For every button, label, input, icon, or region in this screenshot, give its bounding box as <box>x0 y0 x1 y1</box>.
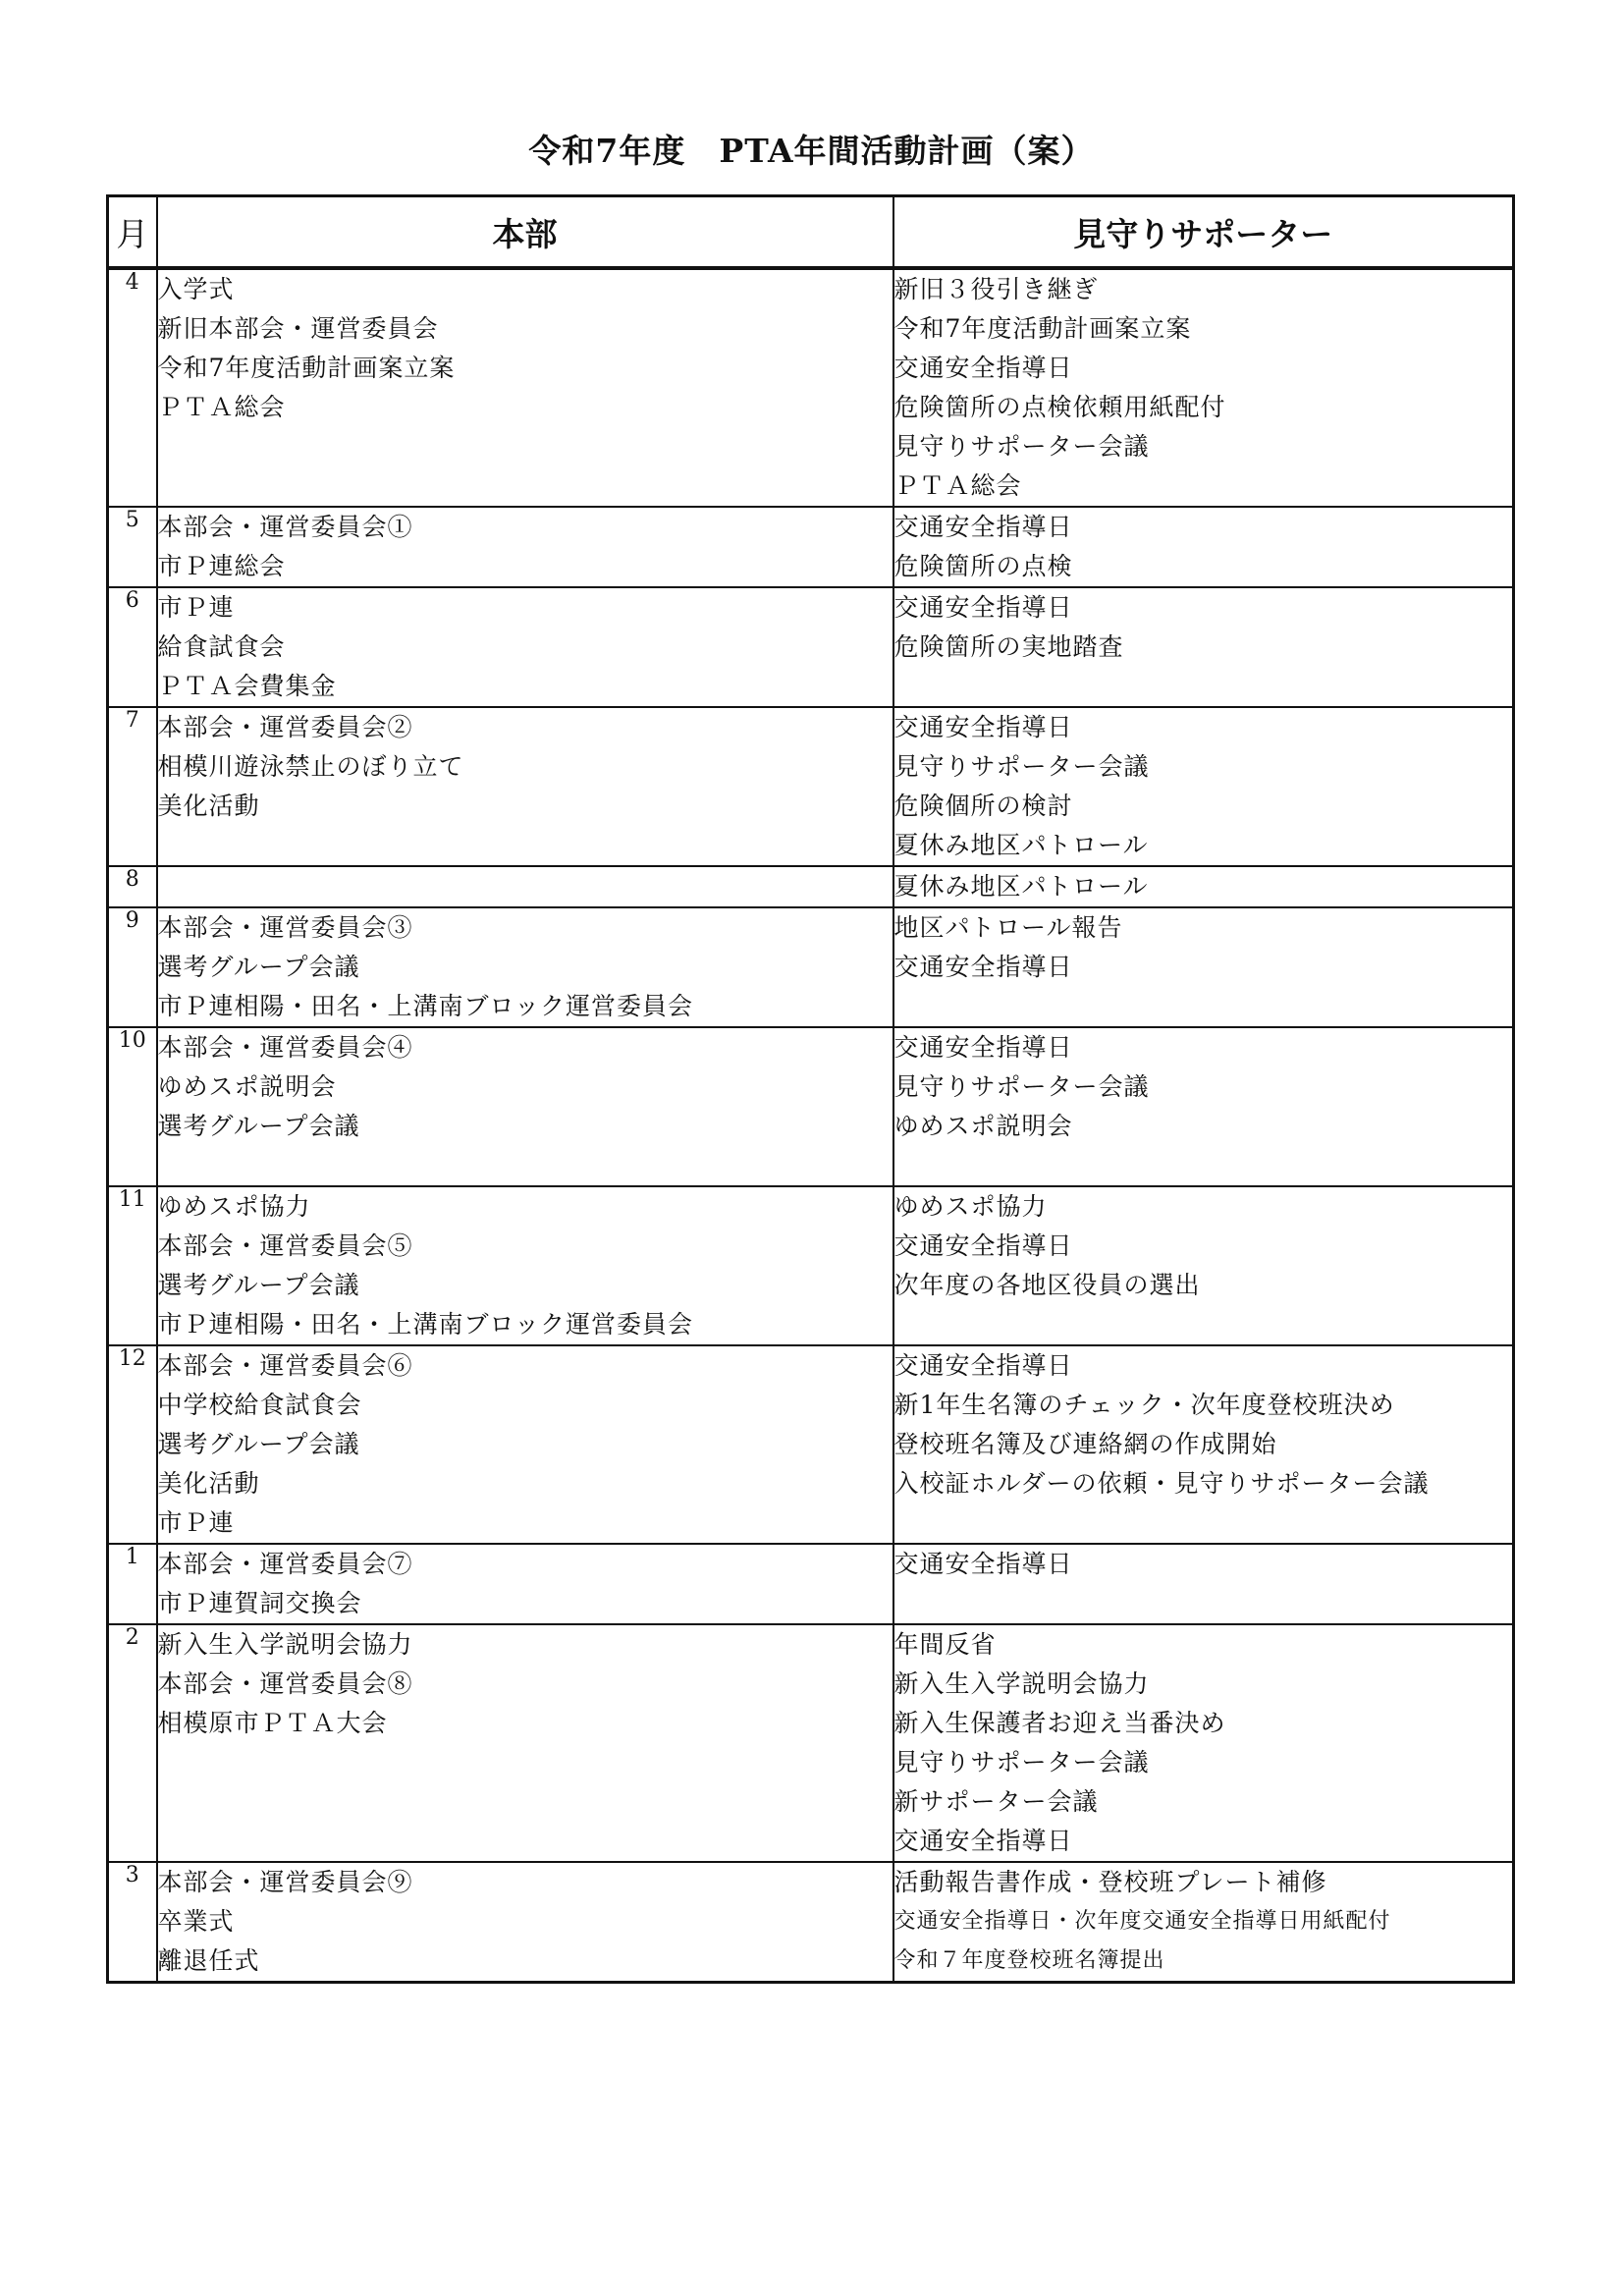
hq-column-header: 本部 <box>157 196 893 269</box>
hq-item: 選考グループ会議 <box>157 1271 360 1299</box>
supporter-item: 交通安全指導日 <box>893 713 1073 741</box>
hq-cell <box>157 1027 893 1186</box>
hq-cell <box>157 507 893 587</box>
supporter-item: ゆめスポ説明会 <box>893 1112 1073 1140</box>
supporter-cell <box>893 1345 1514 1544</box>
table-row <box>108 268 1514 507</box>
hq-item: 選考グループ会議 <box>157 1112 360 1140</box>
hq-item: 新入生入学説明会協力 <box>157 1630 413 1659</box>
hq-cell <box>157 587 893 707</box>
hq-item: 市Ｐ連 <box>157 593 235 622</box>
hq-cell <box>157 1345 893 1544</box>
supporter-cell <box>893 866 1514 907</box>
supporter-item: 危険箇所の点検 <box>893 552 1073 580</box>
supporter-cell <box>893 1624 1514 1862</box>
supporter-item: 次年度の各地区役員の選出 <box>893 1271 1201 1299</box>
supporter-item: 入校証ホルダーの依頼・見守りサポーター会議 <box>893 1469 1430 1498</box>
supporter-item: 令和７年度登校班名簿提出 <box>893 1948 1165 1973</box>
supporter-item: 見守りサポーター会議 <box>893 432 1150 461</box>
hq-item: 市Ｐ連相陽・田名・上溝南ブロック運営委員会 <box>157 992 694 1020</box>
hq-item: 相模原市ＰＴＡ大会 <box>157 1709 388 1737</box>
supporter-item: 交通安全指導日 <box>893 1231 1073 1260</box>
supporter-item: 危険個所の検討 <box>893 792 1073 820</box>
blank-line <box>158 1822 893 1861</box>
hq-item: 美化活動 <box>157 1469 260 1498</box>
hq-item: ゆめスポ説明会 <box>157 1072 337 1101</box>
hq-cell <box>157 1624 893 1862</box>
plan-body <box>108 268 1514 1983</box>
blank-line <box>158 427 893 466</box>
supporter-cell <box>893 907 1514 1027</box>
hq-item: 本部会・運営委員会⑨ <box>157 1868 413 1896</box>
supporter-item: 交通安全指導日 <box>893 1550 1073 1578</box>
hq-item: 相模川遊泳禁止のぼり立て <box>157 752 464 781</box>
supporter-item: 危険箇所の実地踏査 <box>893 632 1124 661</box>
table-row <box>108 1544 1514 1624</box>
supporter-item: 交通安全指導日 <box>893 1033 1073 1062</box>
month-cell: 12 <box>108 1345 157 1544</box>
month-column-header: 月 <box>108 196 157 269</box>
blank-line <box>894 1584 1513 1623</box>
supporter-cell <box>893 507 1514 587</box>
blank-line <box>894 1146 1513 1185</box>
month-cell: 11 <box>108 1186 157 1345</box>
supporter-cell <box>893 587 1514 707</box>
table-row <box>108 1862 1514 1983</box>
blank-line <box>894 987 1513 1026</box>
blank-line <box>894 1305 1513 1344</box>
table-row <box>108 707 1514 866</box>
month-cell: 7 <box>108 707 157 866</box>
blank-line <box>158 1146 893 1185</box>
supporter-item: 交通安全指導日 <box>893 1351 1073 1380</box>
supporter-item: 新サポーター会議 <box>893 1787 1099 1816</box>
hq-cell <box>157 866 893 907</box>
supporter-cell <box>893 707 1514 866</box>
month-cell: 10 <box>108 1027 157 1186</box>
hq-item: 選考グループ会議 <box>157 1430 360 1458</box>
hq-item: 中学校給食試食会 <box>157 1391 362 1419</box>
supporter-item: 交通安全指導日 <box>893 354 1073 382</box>
month-cell: 8 <box>108 866 157 907</box>
table-row <box>108 907 1514 1027</box>
hq-item: 給食試食会 <box>157 632 286 661</box>
table-row <box>108 1624 1514 1862</box>
hq-item: 市Ｐ連総会 <box>157 552 286 580</box>
supporter-item: 危険箇所の点検依頼用紙配付 <box>893 393 1226 421</box>
hq-item: 本部会・運営委員会⑧ <box>157 1669 413 1698</box>
supporter-item: ＰＴＡ総会 <box>893 471 1022 500</box>
supporter-cell <box>893 1186 1514 1345</box>
supporter-column-header: 見守りサポーター <box>893 196 1514 269</box>
blank-line <box>894 667 1513 706</box>
supporter-item: 交通安全指導日 <box>893 1827 1073 1855</box>
supporter-cell <box>893 268 1514 507</box>
hq-item: 本部会・運営委員会⑥ <box>157 1351 413 1380</box>
activity-plan-table <box>106 194 1515 1984</box>
blank-line <box>894 1503 1513 1543</box>
blank-line <box>158 1743 893 1782</box>
supporter-item: 新入生保護者お迎え当番決め <box>893 1709 1226 1737</box>
hq-item: 本部会・運営委員会⑤ <box>157 1231 413 1260</box>
month-cell: 6 <box>108 587 157 707</box>
page-title: 令和7年度 PTA年間活動計画（案） <box>528 132 1095 170</box>
hq-cell <box>157 707 893 866</box>
hq-cell <box>157 1862 893 1983</box>
blank-line <box>158 466 893 506</box>
blank-line <box>158 826 893 865</box>
table-row <box>108 587 1514 707</box>
supporter-item: 新入生入学説明会協力 <box>893 1669 1150 1698</box>
supporter-item: 新旧３役引き継ぎ <box>893 275 1099 303</box>
supporter-item: ゆめスポ協力 <box>893 1192 1048 1221</box>
table-row <box>108 1345 1514 1544</box>
supporter-item: 見守りサポーター会議 <box>893 1748 1150 1777</box>
hq-item: 新旧本部会・運営委員会 <box>157 314 439 343</box>
month-cell: 3 <box>108 1862 157 1983</box>
table-row <box>108 1186 1514 1345</box>
hq-item: 本部会・運営委員会① <box>157 513 413 541</box>
hq-item: 離退任式 <box>157 1946 260 1975</box>
hq-cell <box>157 907 893 1027</box>
hq-item: 卒業式 <box>157 1907 235 1936</box>
hq-item: ＰＴＡ会費集金 <box>157 672 337 700</box>
hq-item: ゆめスポ協力 <box>157 1192 311 1221</box>
hq-cell <box>157 1544 893 1624</box>
hq-cell <box>157 1186 893 1345</box>
supporter-cell <box>893 1027 1514 1186</box>
supporter-item: 交通安全指導日・次年度交通安全指導日用紙配付 <box>893 1909 1391 1934</box>
hq-item: 選考グループ会議 <box>157 953 360 981</box>
blank-line <box>158 1782 893 1822</box>
supporter-cell <box>893 1544 1514 1624</box>
blank-line <box>158 867 893 906</box>
supporter-item: 夏休み地区パトロール <box>893 872 1149 901</box>
hq-item: 美化活動 <box>157 792 260 820</box>
supporter-item: 交通安全指導日 <box>893 513 1073 541</box>
supporter-item: 地区パトロール報告 <box>893 913 1123 942</box>
hq-item: 市Ｐ連 <box>157 1508 235 1537</box>
month-cell: 4 <box>108 268 157 507</box>
hq-item: 市Ｐ連賀詞交換会 <box>157 1589 362 1617</box>
supporter-cell <box>893 1862 1514 1983</box>
month-cell: 5 <box>108 507 157 587</box>
hq-item: 本部会・運営委員会③ <box>157 913 413 942</box>
supporter-item: 年間反省 <box>893 1630 997 1659</box>
supporter-item: 見守りサポーター会議 <box>893 1072 1150 1101</box>
hq-cell <box>157 268 893 507</box>
hq-item: 本部会・運営委員会⑦ <box>157 1550 413 1578</box>
hq-item: 入学式 <box>157 275 235 303</box>
hq-item: ＰＴＡ総会 <box>157 393 286 421</box>
supporter-item: 新1年生名簿のチェック・次年度登校班決め <box>893 1391 1395 1419</box>
supporter-item: 交通安全指導日 <box>893 953 1073 981</box>
month-cell: 1 <box>108 1544 157 1624</box>
hq-item: 令和7年度活動計画案立案 <box>157 354 456 382</box>
month-cell: 9 <box>108 907 157 1027</box>
supporter-item: 令和7年度活動計画案立案 <box>893 314 1192 343</box>
supporter-item: 夏休み地区パトロール <box>893 831 1149 859</box>
supporter-item: 登校班名簿及び連絡網の作成開始 <box>893 1430 1277 1458</box>
hq-item: 本部会・運営委員会④ <box>157 1033 413 1062</box>
supporter-item: 見守りサポーター会議 <box>893 752 1150 781</box>
table-row <box>108 507 1514 587</box>
hq-item: 本部会・運営委員会② <box>157 713 413 741</box>
supporter-item: 活動報告書作成・登校班プレート補修 <box>893 1868 1327 1896</box>
hq-item: 市Ｐ連相陽・田名・上溝南ブロック運営委員会 <box>157 1310 694 1339</box>
month-cell: 2 <box>108 1624 157 1862</box>
supporter-item: 交通安全指導日 <box>893 593 1073 622</box>
table-row <box>108 866 1514 907</box>
table-row <box>108 1027 1514 1186</box>
table-header-row <box>108 196 1514 269</box>
